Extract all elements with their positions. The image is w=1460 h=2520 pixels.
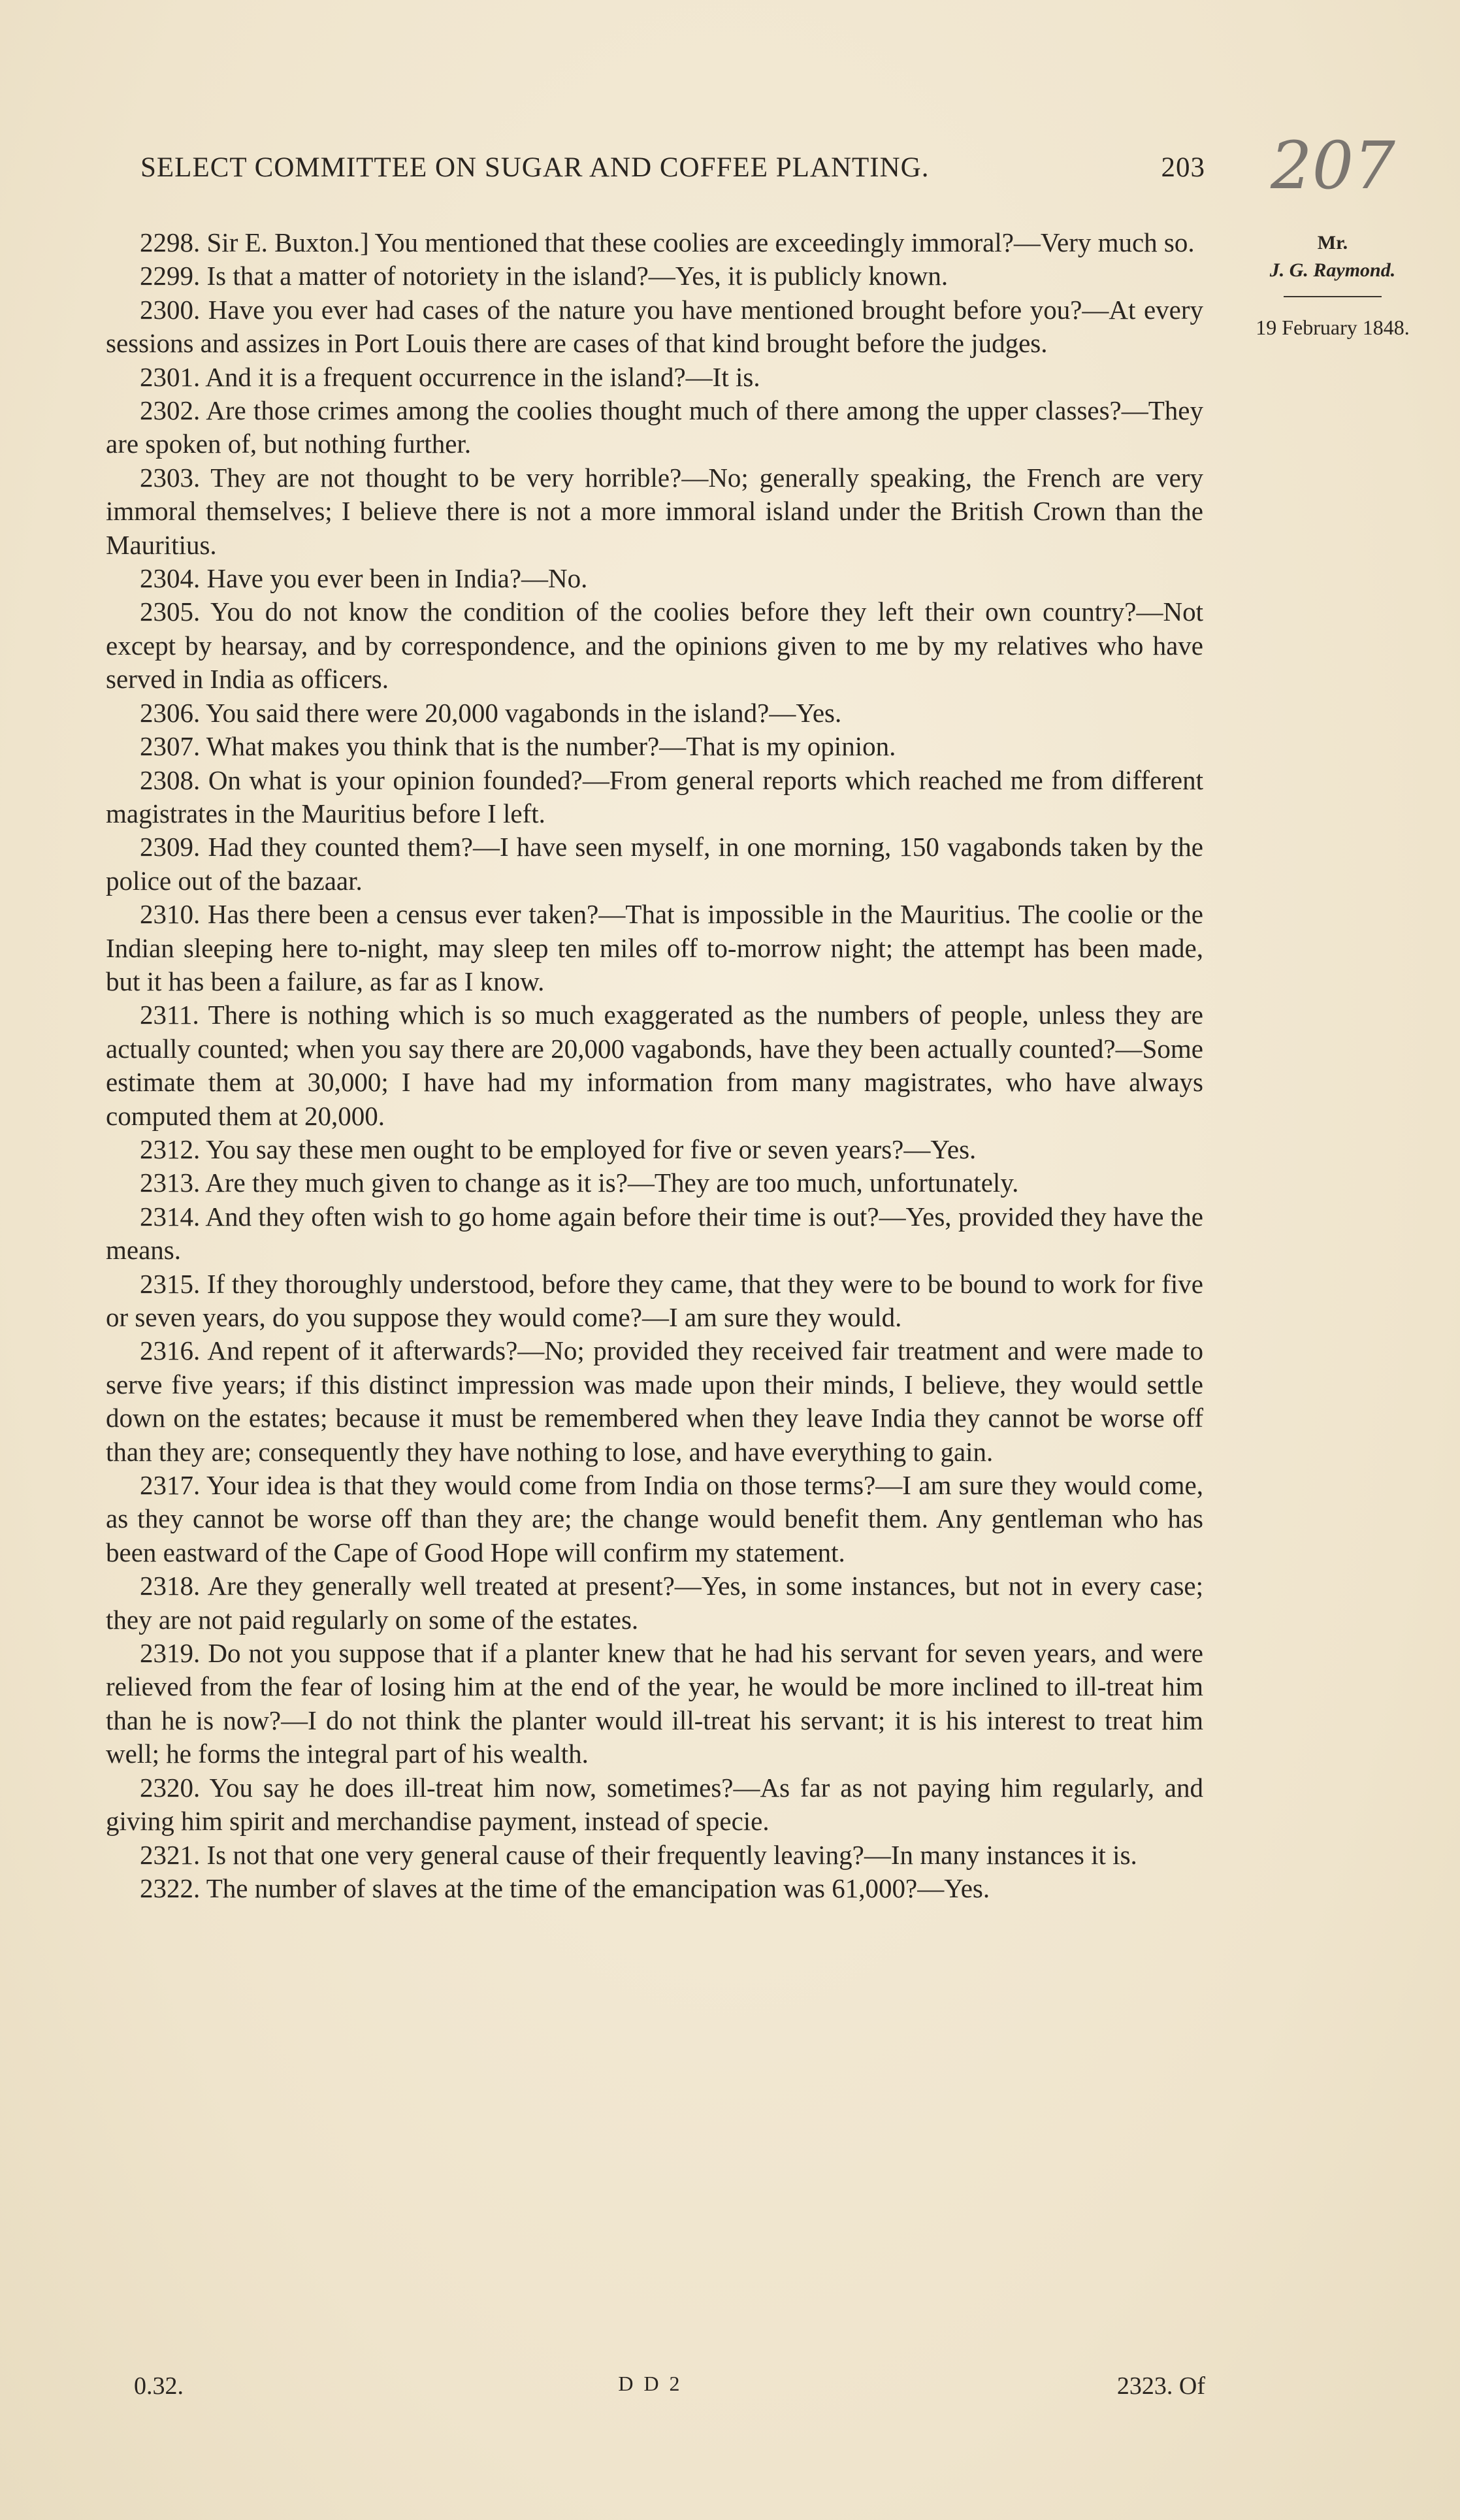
paragraph-2322: 2322. The number of slaves at the time of the emancipation was 61,000?—Yes. — [140, 1873, 990, 1903]
paragraph-2305: 2305. You do not know the condition of the coolies before they left their own country?—Not except by hearsay, and by correspondence, and the opinions given to me by my relatives who have served in India as officers. — [106, 597, 1203, 695]
paragraph-2301: 2301. And it is a frequent occurrence in the island?—It is. — [140, 361, 760, 392]
testimony-body — [106, 226, 1203, 1905]
paragraph-2303: 2303. They are not thought to be very horrible?—No; generally speaking, the French are very immoral themselves; I believe there is not a more immoral island under the British Crown than the Mauritius. — [106, 462, 1203, 560]
footer-reference: 0.32. — [134, 2372, 184, 2400]
catchword: 2323. Of — [1116, 2372, 1205, 2400]
paragraph-2313: 2313. Are they much given to change as it is?—They are too much, unfortunately. — [140, 1168, 1019, 1198]
page-footer — [134, 2372, 1205, 2400]
witness-date: 19 February 1848. — [1256, 316, 1410, 339]
paragraph-2308: 2308. On what is your opinion founded?—From general reports which reached me from different magistrates in the Mauritius before I left. — [106, 764, 1203, 828]
margin-rule — [1284, 296, 1382, 297]
paragraph-2309: 2309. Had they counted them?—I have seen myself, in one morning, 150 vagabonds taken by the police out of the bazaar. — [106, 832, 1203, 896]
paragraph-2314: 2314. And they often wish to go home again before their time is out?—Yes, provided they have the means. — [106, 1201, 1203, 1266]
pencil-folio-number: 207 — [1271, 127, 1395, 204]
paragraph-2307: 2307. What makes you think that is the number?—That is my opinion. — [140, 731, 896, 762]
paragraph-2319: 2319. Do not you suppose that if a planter knew that he had his servant for seven years, and were relieved from the fear of losing him at the end of the year, he would be more inclined to ill-treat him than he is now?—I do not think the planter would ill-treat his servant; it is his interest to treat him well; he forms the integral part of his wealth. — [106, 1638, 1203, 1769]
paragraph-2321: 2321. Is not that one very general cause of their frequently leaving?—In many instances it is. — [140, 1839, 1137, 1870]
paragraph-2318: 2318. Are they generally well treated at present?—Yes, in some instances, but not in every case; they are not paid regularly on some of the estates. — [106, 1571, 1203, 1635]
margin-note — [1228, 232, 1437, 340]
paragraph-2310: 2310. Has there been a census ever taken?—That is impossible in the Mauritius. The coolie or the Indian sleeping here to-night, may sleep ten miles off to-morrow night; the attempt has been made, but it has been a failure, as far as I know. — [106, 899, 1203, 996]
paragraph-2311: 2311. There is nothing which is so much exaggerated as the numbers of people, unless they are actually counted; when you say there are 20,000 vagabonds, have they been actually counted?—Some estimate them at 30,000; I have had my information from many magistrates, who have always computed them at 20,000. — [106, 1000, 1203, 1131]
paragraph-2299: 2299. Is that a matter of notoriety in the island?—Yes, it is publicly known. — [140, 261, 949, 291]
paragraph-2298: 2298. Sir E. Buxton.] You mentioned that these coolies are exceedingly immoral?—Very much so. — [140, 227, 1195, 257]
paragraph-2300: 2300. Have you ever had cases of the nature you have mentioned brought before you?—At every sessions and assizes in Port Louis there are cases of that kind brought before the judges. — [106, 294, 1203, 359]
header-page-number: 203 — [1161, 152, 1205, 183]
witness-title: Mr. — [1317, 232, 1348, 254]
paragraph-2315: 2315. If they thoroughly understood, before they came, that they were to be bound to work for five or seven years, do you suppose they would come?—I am sure they would. — [106, 1268, 1203, 1332]
header-title: SELECT COMMITTEE ON SUGAR AND COFFEE PLANTING. — [140, 152, 930, 183]
signature-mark: D D 2 — [618, 2372, 683, 2395]
paragraph-2302: 2302. Are those crimes among the coolies thought much of there among the upper classes?—They are spoken of, but nothing further. — [106, 395, 1203, 459]
witness-name: J. G. Raymond. — [1269, 259, 1396, 281]
paragraph-2317: 2317. Your idea is that they would come from India on those terms?—I am sure they would come, as they cannot be worse off than they are; the change would benefit them. Any gentleman who has been eastward of the Cape of Good Hope will confirm my statement. — [106, 1470, 1203, 1567]
paragraph-2306: 2306. You said there were 20,000 vagabonds in the island?—Yes. — [140, 697, 842, 728]
paragraph-2320: 2320. You say he does ill-treat him now, sometimes?—As far as not paying him regularly, and giving him spirit and merchandise payment, instead of specie. — [106, 1772, 1203, 1837]
running-header — [140, 152, 1205, 184]
paragraph-2312: 2312. You say these men ought to be employed for five or seven years?—Yes. — [140, 1134, 977, 1164]
paragraph-2304: 2304. Have you ever been in India?—No. — [140, 563, 588, 594]
paragraph-2316: 2316. And repent of it afterwards?—No; provided they received fair treatment and were made to serve five years; if this distinct impression was made upon their minds, I believe, they would settle down on the estates; because it must be remembered when they leave India they cannot be worse off than they are; consequently they have nothing to lose, and have everything to gain. — [106, 1335, 1203, 1467]
